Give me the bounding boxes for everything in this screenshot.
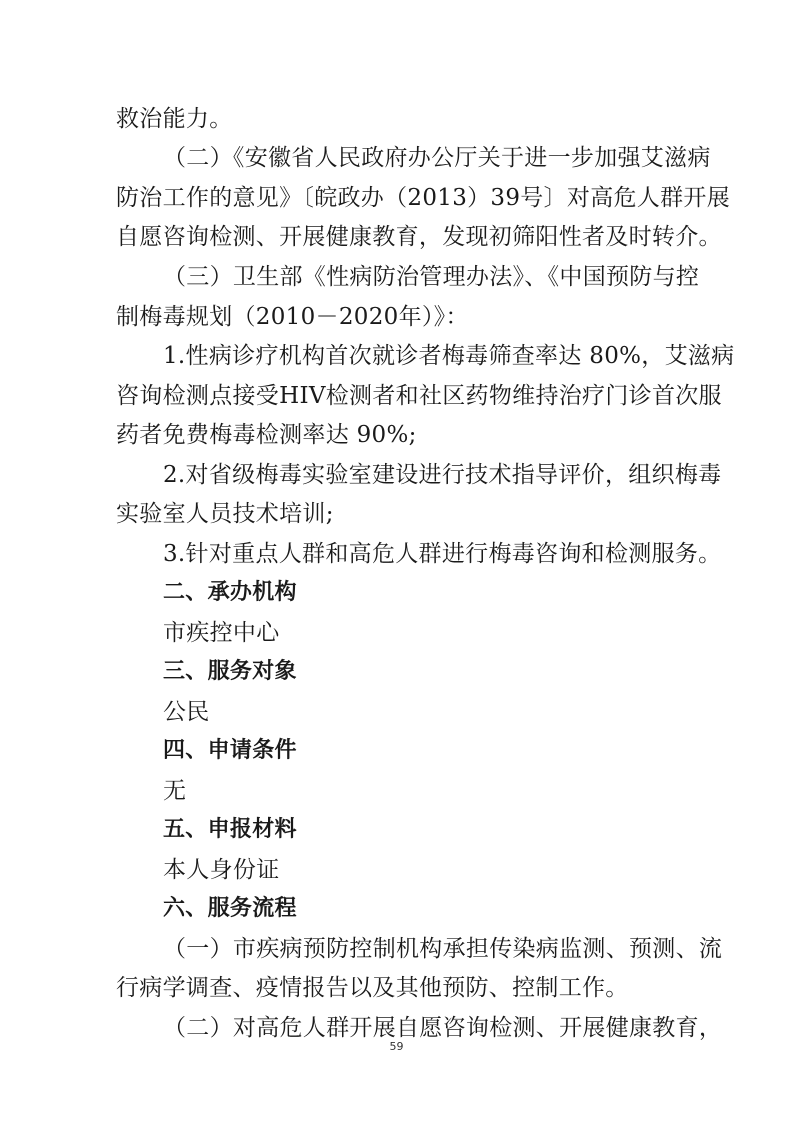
section-body-materials: 本人身份证: [163, 857, 280, 883]
text-line: 药者免费梅毒检测率达 90%;: [116, 422, 417, 448]
text-line: 制梅毒规划（2010－2020年）》：: [116, 304, 469, 330]
text-line-process-one-start: （一）市疾病预防控制机构承担传染病监测、预测、流: [163, 936, 723, 962]
text-line-process-two-start: （二）对高危人群开展自愿咨询检测、开展健康教育，: [163, 1015, 723, 1041]
section-heading-conditions: 四、申请条件: [163, 738, 297, 763]
page-number: 59: [389, 1040, 404, 1053]
text-line-point-two-start: 2.对省级梅毒实验室建设进行技术指导评价，组织梅毒: [163, 462, 722, 488]
text-line: 自愿咨询检测、开展健康教育，发现初筛阳性者及时转介。: [116, 224, 722, 250]
section-body-service-target: 公民: [163, 699, 210, 725]
section-body-organizer: 市疾控中心: [163, 620, 280, 646]
section-heading-materials: 五、申报材料: [163, 817, 297, 842]
text-line-item-two-start: （二）《安徽省人民政府办公厅关于进一步加强艾滋病: [163, 145, 711, 171]
text-line: 咨询检测点接受HIV检测者和社区药物维持治疗门诊首次服: [116, 383, 722, 409]
text-line-point-three: 3.针对重点人群和高危人群进行梅毒咨询和检测服务。: [163, 541, 722, 567]
section-heading-service-target: 三、服务对象: [163, 659, 297, 684]
text-line-continuation: 救治能力。: [116, 106, 233, 132]
section-heading-process: 六、服务流程: [163, 896, 297, 921]
text-line-point-one-start: 1.性病诊疗机构首次就诊者梅毒筛查率达 80%，艾滋病: [163, 343, 735, 369]
text-line: 行病学调查、疫情报告以及其他预防、控制工作。: [116, 975, 629, 1001]
text-line: 防治工作的意见》〔皖政办（2013）39号〕对高危人群开展: [116, 185, 730, 211]
text-line-item-three-start: （三）卫生部《性病防治管理办法》、《中国预防与控: [163, 264, 700, 290]
section-body-conditions: 无: [163, 778, 187, 804]
text-line: 实验室人员技术培训;: [116, 501, 334, 527]
section-heading-organizer: 二、承办机构: [163, 580, 297, 605]
